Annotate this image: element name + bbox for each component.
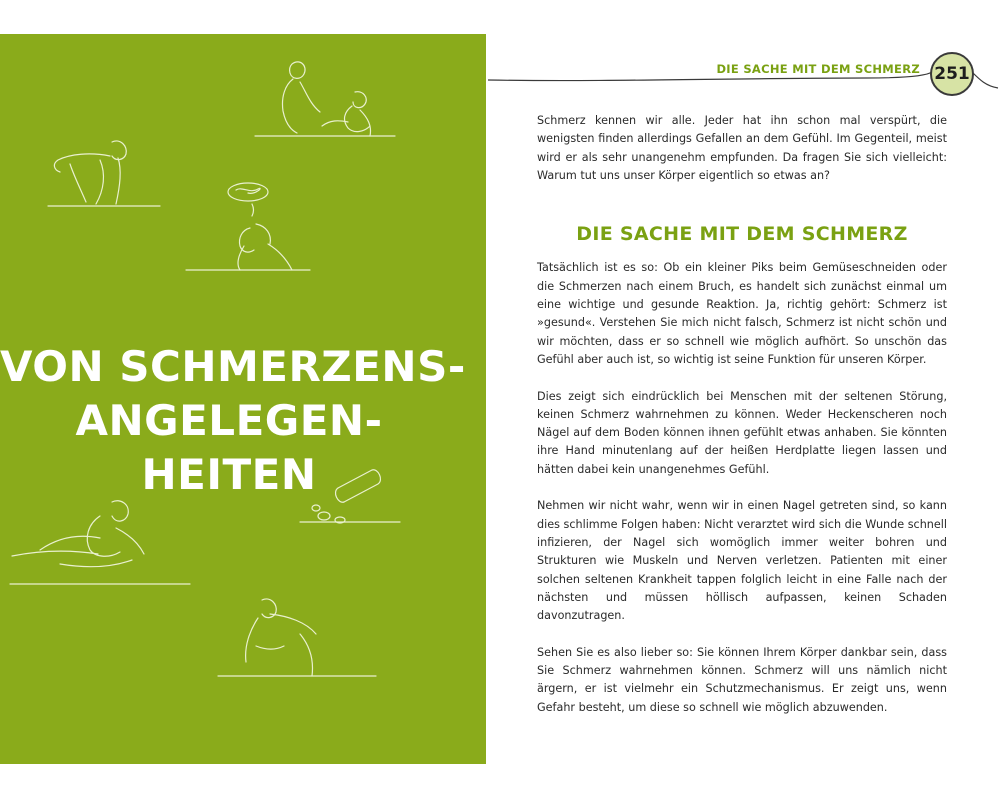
body-paragraph: Sehen Sie es also lieber so: Sie können Ihrem Körper dankbar sein, dass Sie Schmerz wahrnehmen können. Schmerz will uns nämlich nicht ärgern, er ist vielmehr ein Schutzmechanismus. Er zeigt uns, wenn Gefahr besteht, um diese so schnell wie möglich abzuwenden.: [537, 645, 947, 714]
reclining-person-illustration: [10, 501, 190, 584]
chapter-title: [0, 340, 466, 502]
chapter-title-line: HEITEN: [141, 450, 317, 499]
back-pain-illustration: [48, 141, 160, 206]
running-head: DIE SACHE MIT DEM SCHMERZ: [716, 62, 920, 76]
header-rule: [486, 62, 1000, 102]
chapter-title-line: VON SCHMERZENS-: [0, 342, 466, 391]
chapter-title-line: ANGELEGEN-: [75, 396, 383, 445]
body-text: [537, 112, 947, 717]
body-paragraph: Tatsächlich ist es so: Ob ein kleiner Piks beim Gemüseschneiden oder die Schmerzen nach einem Bruch, es handelt sich zunächst einmal um eine wichtige und gesunde Reaktion. Ja, richtig gehört: Schmerz ist »gesund«. Verstehen Sie mich nicht falsch, Schmerz ist nicht schön und wir möchten, dass er so schnell wie möglich aufhört. So unschön das Gefühl aber auch ist, so wichtig ist seine Funktion für unseren Körper.: [537, 261, 947, 366]
page-number-badge: 251: [930, 52, 974, 96]
intro-paragraph: Schmerz kennen wir alle. Jeder hat ihn schon mal verspürt, die wenigsten finden allerdings Gefallen an dem Gefühl. Im Gegenteil, meist wird er als sehr unangenehm empfunden. Da fragen Sie sich vielleicht: Warum tut uns unser Körper eigentlich so etwas an?: [537, 114, 947, 182]
couple-arguing-illustration: [255, 62, 395, 136]
lower-back-pain-illustration: [218, 599, 376, 676]
section-heading: DIE SACHE MIT DEM SCHMERZ: [576, 223, 908, 246]
body-paragraph: Dies zeigt sich eindrücklich bei Menschen mit der seltenen Störung, keinen Schmerz wahrnehmen zu können. Weder Heckenscheren noch Nägel auf dem Boden können ihnen gefühlt etwas anhaben. Sie könnten ihre Hand minutenlang auf der heißen Herdplatte liegen lassen und hätten dabei kein unangenehmes Gefühl.: [537, 389, 947, 476]
body-paragraph: Nehmen wir nicht wahr, wenn wir in einen Nagel getreten sind, so kann dies schlimme Folgen haben: Nicht verarztet wird sich die Wunde schnell infizieren, der Nagel sich womöglich immer weiter bohren und Strukturen wie Muskeln und Nerven verletzen. Patienten mit einer solchen seltenen Krankheit tappen folglich leicht in eine Falle nach der nächsten und müssen höllisch aufpassen, keinen Schaden davonzutragen.: [537, 499, 947, 623]
left-page: [0, 34, 486, 764]
thinking-person-illustration: [186, 183, 310, 270]
